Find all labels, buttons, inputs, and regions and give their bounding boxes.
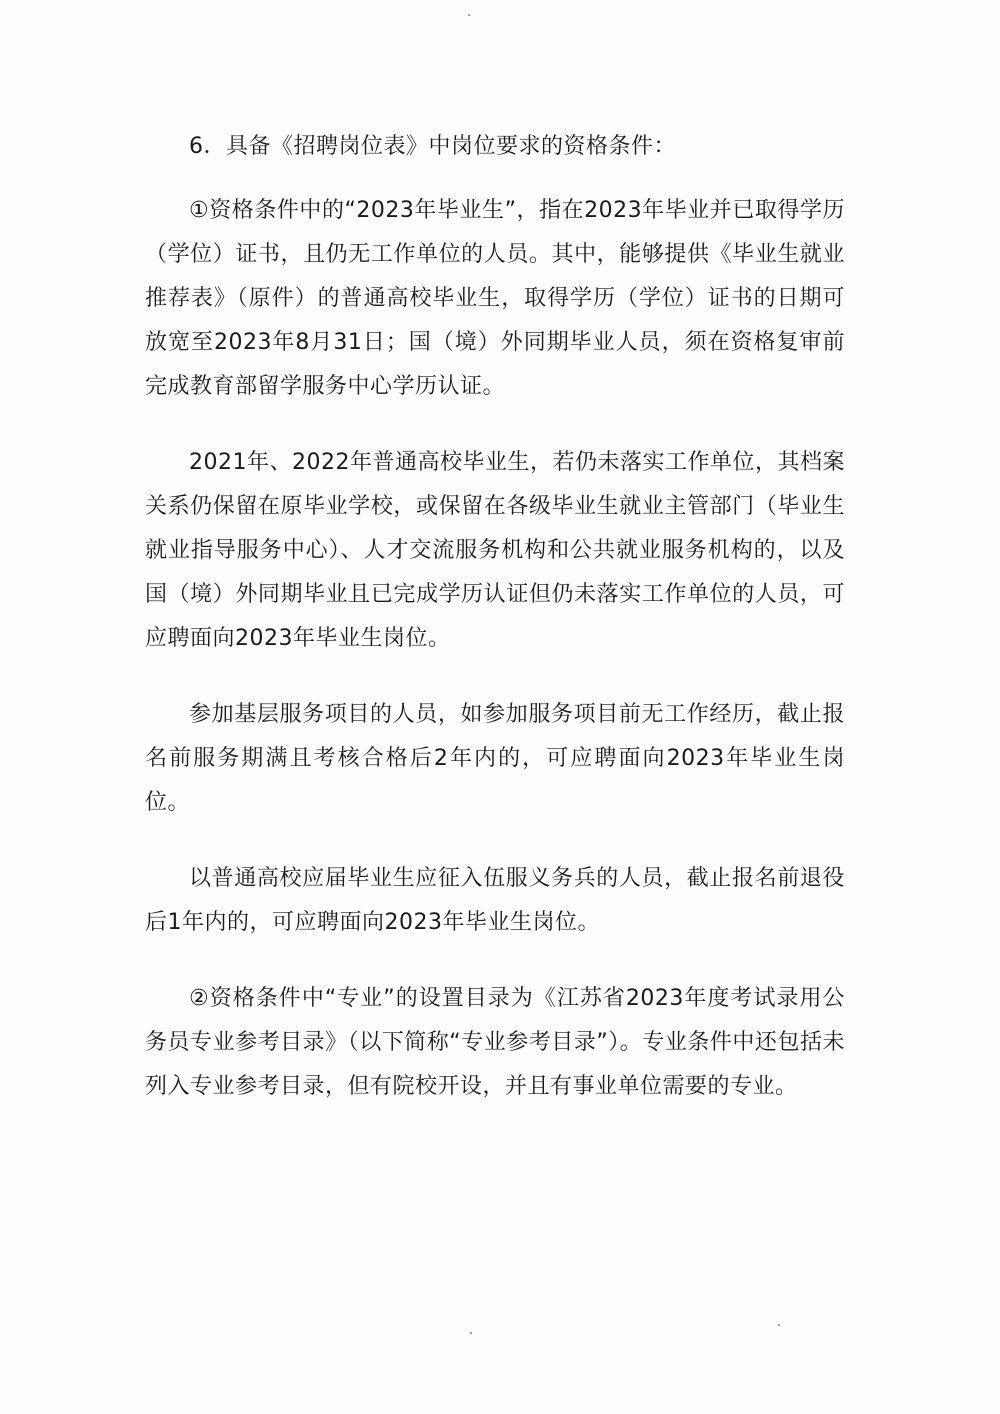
- paragraph-graduate-definition: ①资格条件中的“2023年毕业生”，指在2023年毕业并已取得学历（学位）证书，且仍无工作单位的人员。其中，能够提供《毕业生就业推荐表》（原件）的普通高校毕业生，取得学历（学位）证书的日期可放宽至2023年8月31日；国（境）外同期毕业人员，须在资格复审前完成教育部留学服务中心学历认证。: [145, 198, 845, 399]
- document-body: [145, 125, 845, 1109]
- scan-speck: [470, 1332, 472, 1334]
- paragraph-grassroots-service: 参加基层服务项目的人员，如参加服务项目前无工作经历，截止报名前服务期满且考核合格后2年内的，可应聘面向2023年毕业生岗位。: [145, 702, 845, 815]
- section-heading: 6．具备《招聘岗位表》中岗位要求的资格条件：: [189, 134, 676, 159]
- scan-speck: [778, 1324, 780, 1326]
- scan-speck: [468, 14, 470, 16]
- paragraph-veterans: 以普通高校应届毕业生应征入伍服义务兵的人员，截止报名前退役后1年内的，可应聘面向2023年毕业生岗位。: [145, 866, 845, 935]
- paragraph-previous-graduates: 2021年、2022年普通高校毕业生，若仍未落实工作单位，其档案关系仍保留在原毕业学校，或保留在各级毕业生就业主管部门（毕业生就业指导服务中心）、人才交流服务机构和公共就业服务机构的，以及国（境）外同期毕业且已完成学历认证但仍未落实工作单位的人员，可应聘面向2023年毕业生岗位。: [145, 450, 845, 651]
- paragraph-major-catalog: ②资格条件中“专业”的设置目录为《江苏省2023年度考试录用公务员专业参考目录》（以下简称“专业参考目录”）。专业条件中还包括未列入专业参考目录，但有院校开设，并且有事业单位需要的专业。: [145, 986, 845, 1099]
